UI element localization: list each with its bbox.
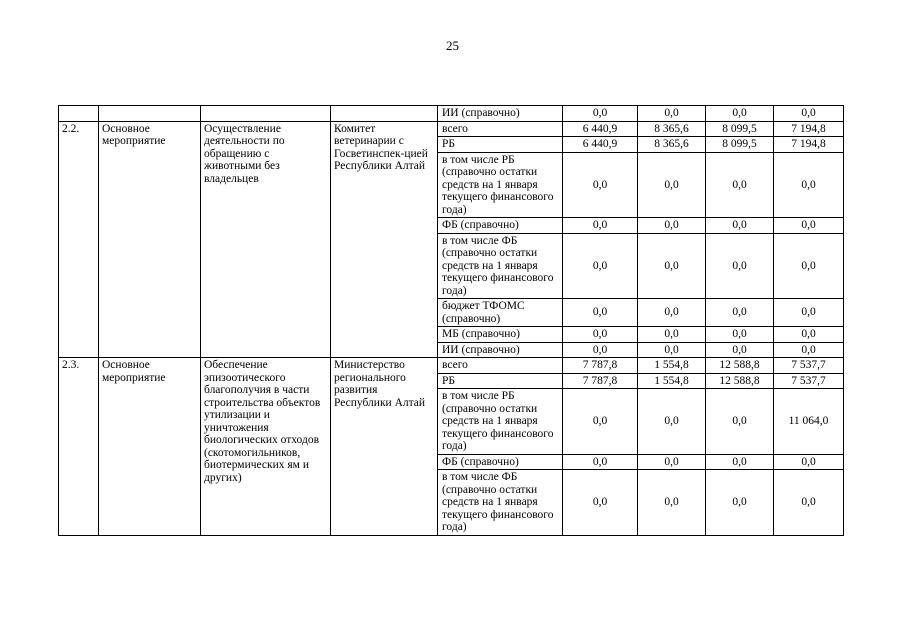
value-cell: 0,0 — [563, 152, 638, 218]
item-name-cell: Осуществление деятельности по обращению с животными без владельцев — [201, 121, 331, 358]
value-cell: 0,0 — [774, 342, 844, 358]
value-cell: 0,0 — [706, 327, 774, 343]
table-row — [59, 121, 844, 137]
value-cell: 0,0 — [563, 299, 638, 327]
value-cell: 11 064,0 — [774, 389, 844, 455]
value-cell: 7 787,8 — [563, 358, 638, 374]
value-cell: 0,0 — [563, 454, 638, 470]
value-cell: 1 554,8 — [638, 358, 706, 374]
item-name-cell: Обеспечение эпизоотического благополучия в части строительства объектов утилизации и уничтожения биологических отходов (скотомогильников, биотермических ям и других) — [201, 358, 331, 536]
value-cell: 0,0 — [638, 342, 706, 358]
funding-source-cell: ФБ (справочно) — [438, 454, 563, 470]
empty-cell — [99, 106, 201, 122]
value-cell: 0,0 — [638, 327, 706, 343]
value-cell: 0,0 — [706, 218, 774, 234]
funding-source-cell: в том числе РБ (справочно остатки средств на 1 января текущего финансового года) — [438, 152, 563, 218]
item-number-cell: 2.2. — [59, 121, 99, 358]
funding-source-cell: всего — [438, 358, 563, 374]
table-row — [59, 106, 844, 122]
value-cell: 0,0 — [638, 470, 706, 536]
page-number: 25 — [446, 38, 459, 53]
funding-source-cell: ИИ (справочно) — [438, 106, 563, 122]
value-cell: 0,0 — [706, 389, 774, 455]
executor-cell: Министерство регионального развития Республики Алтай — [331, 358, 438, 536]
funding-source-cell: в том числе ФБ (справочно остатки средств на 1 января текущего финансового года) — [438, 233, 563, 299]
funding-source-cell: в том числе ФБ (справочно остатки средств на 1 января текущего финансового года) — [438, 470, 563, 536]
table-body — [59, 106, 844, 536]
value-cell: 0,0 — [638, 218, 706, 234]
funding-source-cell: ИИ (справочно) — [438, 342, 563, 358]
value-cell: 0,0 — [706, 106, 774, 122]
value-cell: 0,0 — [774, 454, 844, 470]
funding-source-cell: всего — [438, 121, 563, 137]
value-cell: 6 440,9 — [563, 137, 638, 153]
value-cell: 1 554,8 — [638, 373, 706, 389]
value-cell: 7 194,8 — [774, 121, 844, 137]
value-cell: 0,0 — [774, 327, 844, 343]
value-cell: 0,0 — [774, 233, 844, 299]
value-cell: 0,0 — [563, 470, 638, 536]
value-cell: 0,0 — [563, 342, 638, 358]
value-cell: 0,0 — [774, 470, 844, 536]
value-cell: 0,0 — [706, 152, 774, 218]
funding-source-cell: бюджет ТФОМС (справочно) — [438, 299, 563, 327]
value-cell: 7 537,7 — [774, 373, 844, 389]
value-cell: 0,0 — [774, 218, 844, 234]
value-cell: 12 588,8 — [706, 358, 774, 374]
value-cell: 8 365,6 — [638, 137, 706, 153]
value-cell: 0,0 — [563, 389, 638, 455]
value-cell: 8 099,5 — [706, 121, 774, 137]
value-cell: 7 787,8 — [563, 373, 638, 389]
executor-cell: Комитет ветеринарии с Госветинспек-цией Республики Алтай — [331, 121, 438, 358]
value-cell: 0,0 — [563, 218, 638, 234]
value-cell: 0,0 — [774, 152, 844, 218]
value-cell: 0,0 — [563, 327, 638, 343]
value-cell: 0,0 — [706, 342, 774, 358]
value-cell: 6 440,9 — [563, 121, 638, 137]
value-cell: 0,0 — [563, 106, 638, 122]
value-cell: 0,0 — [706, 470, 774, 536]
value-cell: 0,0 — [638, 299, 706, 327]
empty-cell — [331, 106, 438, 122]
empty-cell — [59, 106, 99, 122]
funding-source-cell: МБ (справочно) — [438, 327, 563, 343]
value-cell: 0,0 — [706, 454, 774, 470]
funding-source-cell: РБ — [438, 373, 563, 389]
table-row — [59, 358, 844, 374]
funding-source-cell: РБ — [438, 137, 563, 153]
funding-source-cell: ФБ (справочно) — [438, 218, 563, 234]
value-cell: 0,0 — [638, 233, 706, 299]
value-cell: 0,0 — [774, 299, 844, 327]
value-cell: 7 194,8 — [774, 137, 844, 153]
item-number-cell: 2.3. — [59, 358, 99, 536]
value-cell: 0,0 — [706, 299, 774, 327]
funding-source-cell: в том числе РБ (справочно остатки средств на 1 января текущего финансового года) — [438, 389, 563, 455]
value-cell: 0,0 — [706, 233, 774, 299]
empty-cell — [201, 106, 331, 122]
item-type-cell: Основное мероприятие — [99, 121, 201, 358]
item-type-cell: Основное мероприятие — [99, 358, 201, 536]
value-cell: 0,0 — [638, 454, 706, 470]
value-cell: 0,0 — [563, 233, 638, 299]
value-cell: 0,0 — [638, 106, 706, 122]
value-cell: 8 099,5 — [706, 137, 774, 153]
value-cell: 0,0 — [638, 152, 706, 218]
value-cell: 0,0 — [774, 106, 844, 122]
value-cell: 12 588,8 — [706, 373, 774, 389]
funding-table — [58, 105, 844, 536]
value-cell: 0,0 — [638, 389, 706, 455]
value-cell: 8 365,6 — [638, 121, 706, 137]
value-cell: 7 537,7 — [774, 358, 844, 374]
